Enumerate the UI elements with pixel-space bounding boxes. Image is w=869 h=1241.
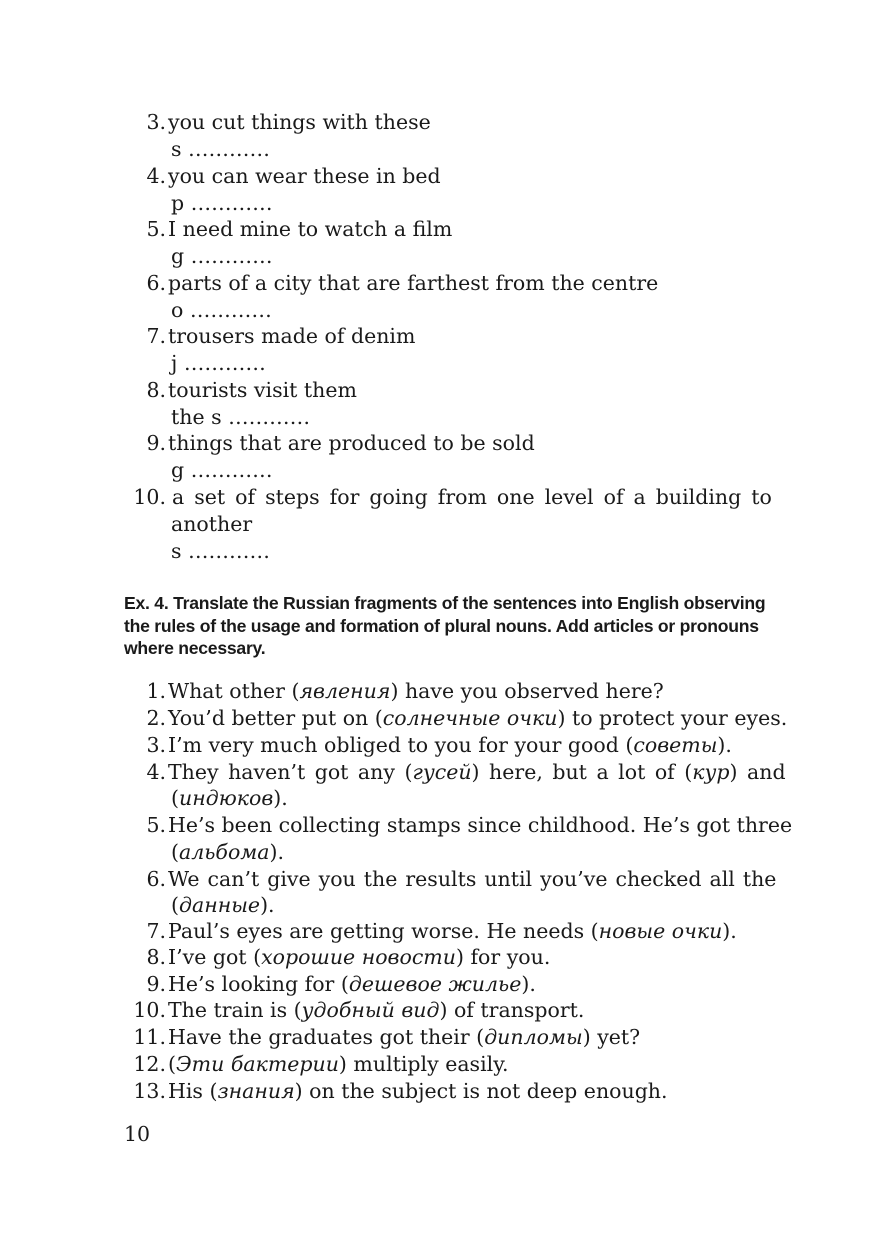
ex4-item-11: 11.Have the graduates got their (дипломы) yet? (133, 1025, 641, 1049)
ex3-item-10-continued: another (171, 512, 253, 536)
page-number: 10 (124, 1122, 151, 1146)
ex4-item-13: 13.His (знания) on the subject is not deep enough. (133, 1079, 668, 1103)
ex3-answer-5: g ………… (171, 244, 273, 268)
ex3-answer-8: the s ………… (171, 405, 311, 429)
ex4-item-1: 1.What other (явления) have you observed here? (146, 679, 664, 703)
ex4-item-12: 12.(Эти бактерии) multiply easily. (133, 1052, 509, 1076)
ex3-item-6: 6.parts of a city that are farthest from the centre (146, 271, 659, 295)
ex3-item-7: 7.trousers made of denim (146, 324, 416, 348)
ex4-item-4: 4.They haven’t got any (гусей) here, but a lot of (кур) and (146, 760, 786, 784)
ex4-item-7: 7.Paul’s eyes are getting worse. He needs (новые очки). (146, 919, 737, 943)
ex4-item-2: 2.You’d better put on (солнечные очки) to protect your eyes. (146, 706, 788, 730)
ex3-answer-6: o ………… (171, 298, 272, 322)
ex3-item-8: 8.tourists visit them (146, 378, 357, 402)
ex3-item-3: 3.you cut things with these (146, 110, 431, 134)
ex4-item-6-continued: (данные). (171, 893, 275, 917)
ex4-heading: Ex. 4. Translate the Russian fragments of the sentences into English observing the rules of the usage and formation of plural nouns. Add articles or pronouns where necessary. (124, 593, 766, 658)
ex4-item-6: 6.We can’t give you the results until you’ve checked all the (146, 867, 777, 891)
ex4-item-9: 9.He’s looking for (дешевое жилье). (146, 972, 536, 996)
ex3-item-5: 5.I need mine to watch a film (146, 217, 453, 241)
ex3-answer-9: g ………… (171, 458, 273, 482)
ex4-item-5: 5.He’s been collecting stamps since childhood. He’s got three (146, 813, 793, 837)
ex3-item-4: 4.you can wear these in bed (146, 164, 441, 188)
ex3-answer-3: s ………… (171, 137, 271, 161)
ex4-item-3: 3.I’m very much obliged to you for your good (советы). (146, 733, 732, 757)
ex4-item-4-continued: (индюков). (171, 786, 288, 810)
ex4-item-5-continued: (альбома). (171, 840, 285, 864)
ex3-answer-7: j ………… (171, 351, 266, 375)
ex4-item-8: 8.I’ve got (хорошие новости) for you. (146, 945, 551, 969)
ex3-item-10: 10. a set of steps for going from one level of a building to (133, 485, 772, 509)
ex3-answer-4: p ………… (171, 191, 273, 215)
ex3-item-9: 9.things that are produced to be sold (146, 431, 535, 455)
ex3-answer-10: s ………… (171, 539, 271, 563)
ex4-item-10: 10.The train is (удобный вид) of transport. (133, 998, 585, 1022)
